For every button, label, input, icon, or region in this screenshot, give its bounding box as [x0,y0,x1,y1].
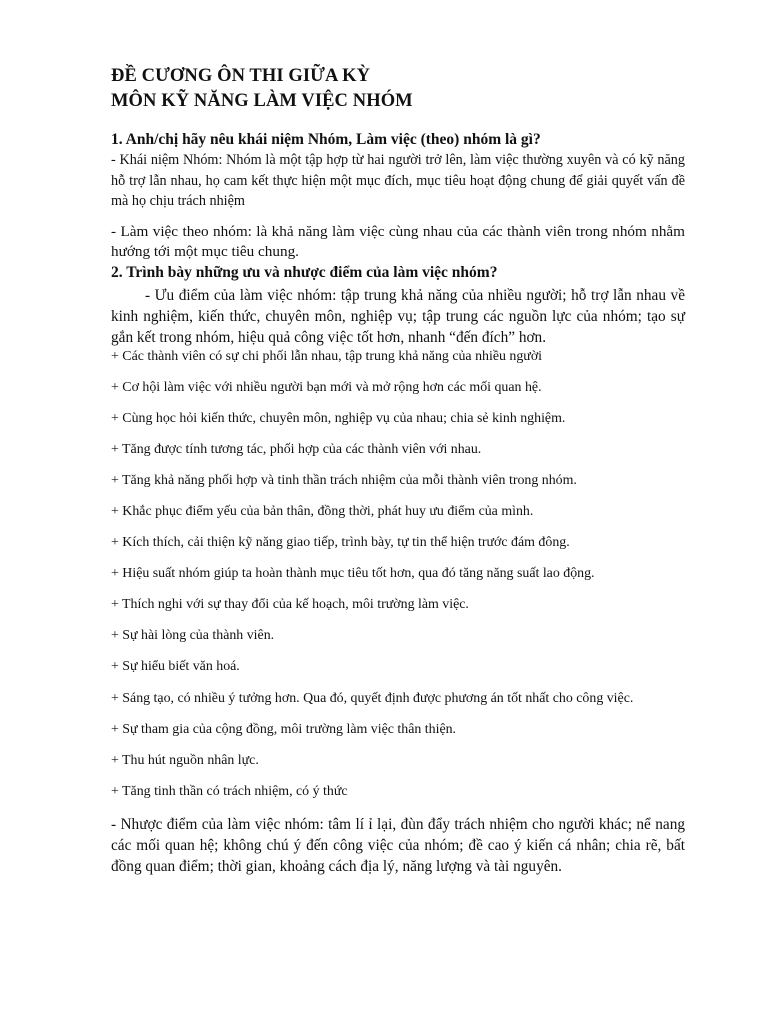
list-item: + Sự tham gia của cộng đồng, môi trường làm việc thân thiện. [111,721,457,737]
list-item: + Tăng tinh thần có trách nhiệm, có ý thức [111,783,348,799]
list-item: + Thu hút nguồn nhân lực. [111,752,259,768]
list-item: + Các thành viên có sự chi phối lẫn nhau, tập trung khả năng của nhiều người [111,348,543,364]
list-item: + Hiệu suất nhóm giúp ta hoàn thành mục tiêu tốt hơn, qua đó tăng năng suất lao động. [111,566,595,582]
title-line-2: MÔN KỸ NĂNG LÀM VIỆC NHÓM [111,91,413,111]
list-item: + Tăng được tính tương tác, phối hợp của các thành viên với nhau. [111,441,482,457]
list-item: + Cùng học hỏi kiến thức, chuyên môn, nghiệp vụ của nhau; chia sẻ kinh nghiệm. [111,410,566,426]
list-item: + Sự hiểu biết văn hoá. [111,659,240,675]
teamwork-definition-paragraph: - Làm việc theo nhóm: là khả năng làm việc cùng nhau của các thành viên trong nhóm nhằm hướng tới một mục tiêu chung. [111,222,685,260]
list-item: + Khắc phục điểm yếu của bản thân, đồng thời, phát huy ưu điểm của mình. [111,503,534,519]
question-1-heading: 1. Anh/chị hãy nêu khái niệm Nhóm, Làm việc (theo) nhóm là gì? [111,131,541,148]
list-item: + Sáng tạo, có nhiều ý tưởng hơn. Qua đó, quyết định được phương án tốt nhất cho công việc. [111,690,634,706]
disadvantages-paragraph: - Nhược điểm của làm việc nhóm: tâm lí ỉ lại, đùn đẩy trách nhiệm cho người khác; nể nang các mối quan hệ; không chú ý đến công việc của nhóm; đề cao ý kiến cá nhân; chia rẽ, bất đồng quan điểm; thời gian, khoảng cách địa lý, năng lượng và tài nguyên. [111,815,685,875]
list-item: + Kích thích, cải thiện kỹ năng giao tiếp, trình bày, tự tin thể hiện trước đám đông. [111,535,570,551]
advantages-list [111,348,685,801]
document-page [111,64,685,877]
group-definition-paragraph: - Khái niệm Nhóm: Nhóm là một tập hợp từ hai người trở lên, làm việc thường xuyên và có kỹ năng hỗ trợ lẫn nhau, họ cam kết thực hiện một mục đích, mục tiêu hoạt động chung để giải quyết vấn đề mà họ chịu trách nhiệm [111,152,685,209]
list-item: + Thích nghi với sự thay đổi của kế hoạch, môi trường làm việc. [111,597,469,613]
list-item: + Cơ hội làm việc với nhiều người bạn mới và mở rộng hơn các mối quan hệ. [111,379,542,395]
question-2-heading: 2. Trình bày những ưu và nhược điểm của làm việc nhóm? [111,263,498,281]
list-item: + Sự hài lòng của thành viên. [111,628,275,644]
list-item: + Tăng khả năng phối hợp và tinh thần trách nhiệm của mỗi thành viên trong nhóm. [111,472,577,488]
title-line-1: ĐỀ CƯƠNG ÔN THI GIỮA KỲ [111,66,371,86]
advantages-intro-paragraph: - Ưu điểm của làm việc nhóm: tập trung khả năng của nhiều người; hỗ trợ lẫn nhau về kinh nghiệm, kiến thức, chuyên môn, nghiệp vụ; tập trung các nguồn lực của nhóm; tạo sự gắn kết trong nhóm, hiệu quả công việc tốt hơn, nhanh “đến đích” hơn. [111,286,685,346]
document-title [111,64,685,114]
